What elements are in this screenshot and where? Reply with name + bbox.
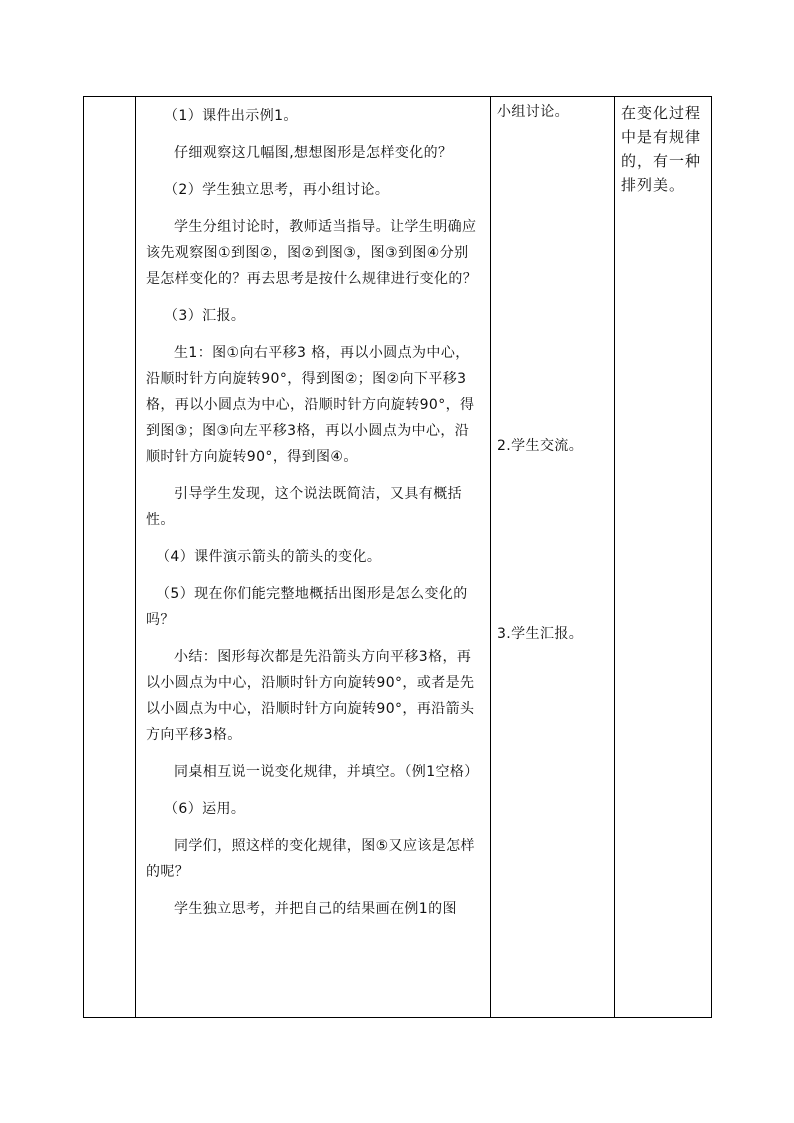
lesson-plan-table xyxy=(83,96,712,1018)
student-note-discussion: 小组讨论。 xyxy=(497,104,569,120)
observation-prompt: 仔细观察这几幅图,想想图形是怎样变化的？ xyxy=(174,145,453,161)
table-row xyxy=(84,97,712,1018)
independent-drawing: 学生独立思考，并把自己的结果画在例1的图 xyxy=(174,901,457,917)
design-intent-cell xyxy=(615,97,712,1018)
student-activity-cell xyxy=(491,97,615,1018)
student-note-exchange: 2.学生交流。 xyxy=(497,438,584,454)
guidance-summary: 引导学生发现，这个说法既简洁，又具有概括性。 xyxy=(146,486,462,528)
discussion-guidance: 学生分组讨论时，教师适当指导。让学生明确应该先观察图①到图②，图②到图③，图③到图④分别是怎样变化的？再去思考是按什么规律进行变化的？ xyxy=(146,219,478,287)
student-note-report: 3.学生汇报。 xyxy=(497,626,584,642)
step-2-title: （2）学生独立思考，再小组讨论。 xyxy=(164,182,390,198)
step-4-title: （4）课件演示箭头的箭头的变化。 xyxy=(156,549,382,565)
teacher-activity-cell xyxy=(136,97,491,1018)
step-1-title: （1）课件出示例1。 xyxy=(164,108,298,124)
step-6-title: （6）运用。 xyxy=(164,801,246,817)
design-intent-text: 在变化过程中是有规律的，有一种排列美。 xyxy=(621,104,702,194)
pair-activity: 同桌相互说一说变化规律，并填空。（例1空格） xyxy=(174,764,479,780)
application-question: 同学们，照这样的变化规律，图⑤又应该是怎样的呢？ xyxy=(146,838,475,880)
step-3-title: （3）汇报。 xyxy=(164,308,246,324)
student-1-answer: 生1：图①向右平移3 格，再以小圆点为中心，沿顺时针方向旋转90°，得到图②；图②向下平移3 格，再以小圆点为中心，沿顺时针方向旋转90°，得到图③；图③向左平移3格，再以小圆点为中心，沿顺时针方向旋转90°，得到图④。 xyxy=(146,345,475,465)
section-label-cell xyxy=(84,97,136,1018)
lesson-summary: 小结：图形每次都是先沿箭头方向平移3格，再以小圆点为中心，沿顺时针方向旋转90°，或者是先以小圆点为中心，沿顺时针方向旋转90°，再沿箭头方向平移3格。 xyxy=(146,649,475,743)
step-5-question: （5）现在你们能完整地概括出图形是怎么变化的吗？ xyxy=(146,586,468,628)
